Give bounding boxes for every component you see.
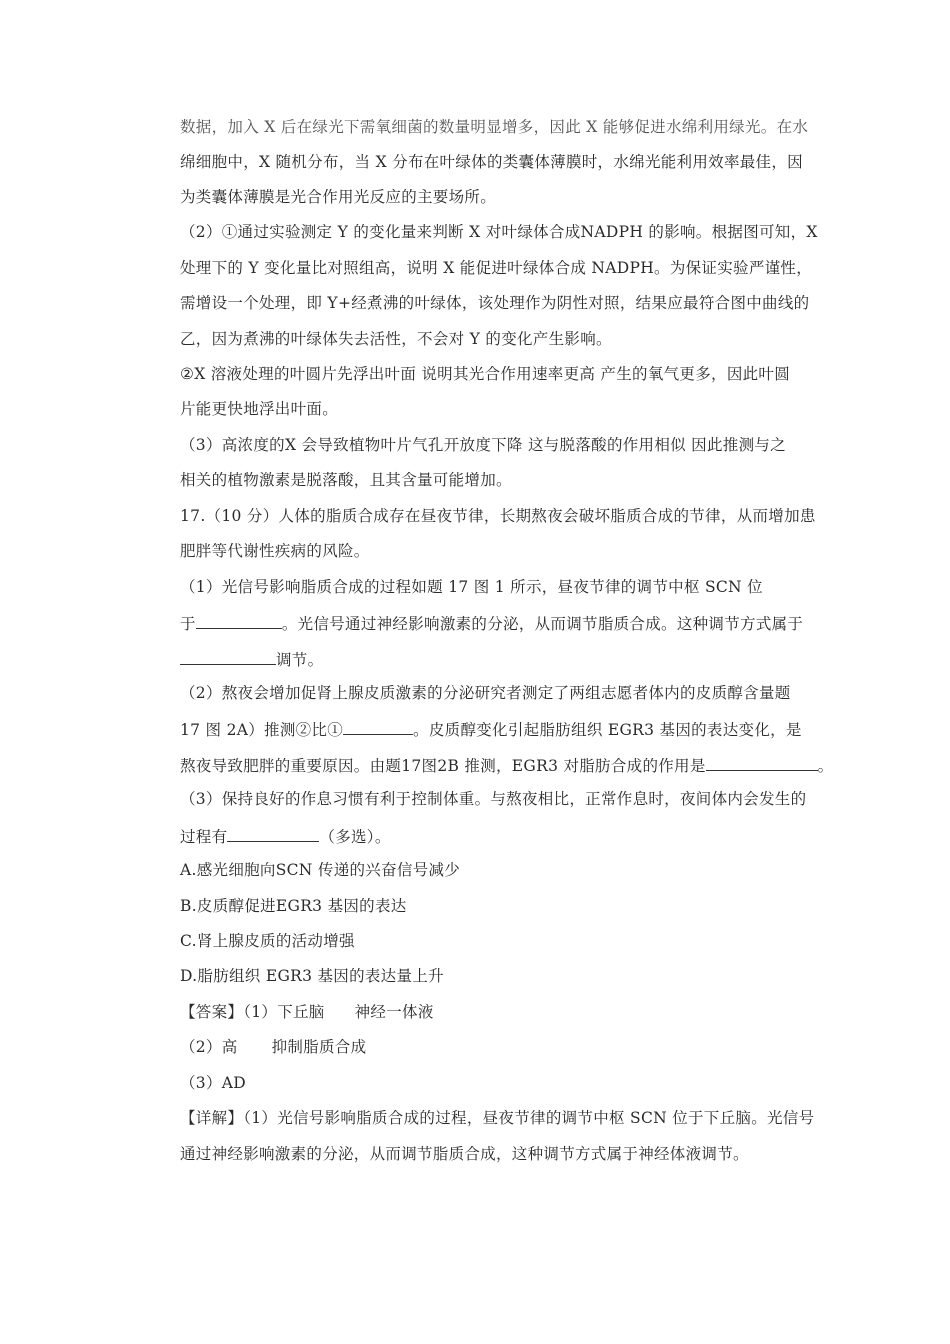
text-line: 乙，因为煮沸的叶绿体失去活性，不会对 Y 的变化产生影响。	[180, 330, 612, 348]
text-fragment: 调节。	[276, 651, 324, 669]
answer-value: 抑制脂质合成	[271, 1038, 367, 1056]
text-fragment: （多选）。	[319, 828, 391, 846]
detail-line: 【详解】（1）光信号影响脂质合成的过程，昼夜节律的调节中枢 SCN 位于下丘脑。光信号	[180, 1109, 815, 1127]
answer-blank[interactable]	[180, 648, 276, 665]
text-line: 绵细胞中，X 随机分布，当 X 分布在叶绿体的类囊体薄膜时，水绵光能利用效率最佳，因	[180, 153, 803, 171]
answer-value: 神经一体液	[354, 1003, 434, 1021]
text-line: （2）①通过实验测定 Y 的变化量来判断 X 对叶绿体合成NADPH 的影响。根据图可知，X	[180, 223, 818, 241]
option-b: B.皮质醇促进EGR3 基因的表达	[180, 897, 407, 915]
text-fragment: 熬夜导致肥胖的重要原因。由题17图2B 推测，EGR3 对脂肪合成的作用是	[180, 757, 706, 775]
text-line	[180, 612, 820, 634]
answer-blank[interactable]	[343, 718, 413, 735]
answer-blank[interactable]	[706, 754, 818, 771]
question-17-stem: 17.（10 分）人体的脂质合成存在昼夜节律，长期熬夜会破坏脂质合成的节律，从而增加患	[180, 507, 816, 525]
answer-label: 【答案】（1）下丘脑	[180, 1003, 325, 1021]
question-17-2: （2）熬夜会增加促肾上腺皮质激素的分泌研究者测定了两组志愿者体内的皮质醇含量题	[180, 684, 791, 702]
option-a: A.感光细胞向SCN 传递的兴奋信号减少	[180, 861, 461, 879]
question-17-3: （3）保持良好的作息习惯有利于控制体重。与熬夜相比，正常作息时，夜间体内会发生的	[180, 790, 807, 808]
option-d: D.脂肪组织 EGR3 基因的表达量上升	[180, 967, 444, 985]
answer-line	[180, 1002, 820, 1022]
answer-line	[180, 1037, 820, 1057]
text-fragment: 过程有	[180, 828, 228, 846]
text-line: 片能更快地浮出叶面。	[180, 400, 339, 418]
text-line	[180, 754, 834, 776]
text-fragment: 。光信号通过神经影响激素的分泌，从而调节脂质合成。这种调节方式属于	[281, 615, 804, 633]
text-line: ②X 溶液处理的叶圆片先浮出叶面 说明其光合作用速率更高 产生的氧气更多，因此叶圆	[180, 365, 791, 383]
answer-blank[interactable]	[196, 612, 282, 629]
text-line	[180, 648, 820, 670]
text-line	[180, 718, 820, 740]
text-fragment: 于	[180, 615, 196, 633]
text-fragment: 17 图 2A）推测②比①	[180, 721, 344, 739]
text-line: 肥胖等代谢性疾病的风险。	[180, 542, 370, 560]
text-line: 相关的植物激素是脱落酸，且其含量可能增加。	[180, 471, 512, 489]
answer-blank[interactable]	[227, 825, 319, 842]
text-line: 数据，加入 X 后在绿光下需氧细菌的数量明显增多，因此 X 能够促进水绵利用绿光。在水	[180, 118, 809, 136]
text-fragment: 。皮质醇变化引起脂肪组织 EGR3 基因的表达变化，是	[413, 721, 802, 739]
text-fragment: 。	[817, 757, 834, 775]
question-17-1: （1）光信号影响脂质合成的过程如题 17 图 1 所示，昼夜节律的调节中枢 SCN 位	[180, 578, 763, 596]
text-line: 处理下的 Y 变化量比对照组高，说明 X 能促进叶绿体合成 NADPH。为保证实验严谨性，	[180, 259, 813, 277]
detail-line: 通过神经影响激素的分泌，从而调节脂质合成，这种调节方式属于神经体液调节。	[180, 1145, 749, 1163]
answer-line: （3）AD	[180, 1074, 246, 1092]
answer-label: （2）高	[180, 1038, 238, 1056]
text-line: 需增设一个处理，即 Y+经煮沸的叶绿体，该处理作为阴性对照，结果应最符合图中曲线的	[180, 294, 810, 312]
option-c: C.肾上腺皮质的活动增强	[180, 932, 355, 950]
text-line: （3）高浓度的X 会导致植物叶片气孔开放度下降 这与脱落酸的作用相似 因此推测与之	[180, 436, 786, 454]
text-line: 为类囊体薄膜是光合作用光反应的主要场所。	[180, 188, 497, 206]
text-line	[180, 825, 820, 847]
